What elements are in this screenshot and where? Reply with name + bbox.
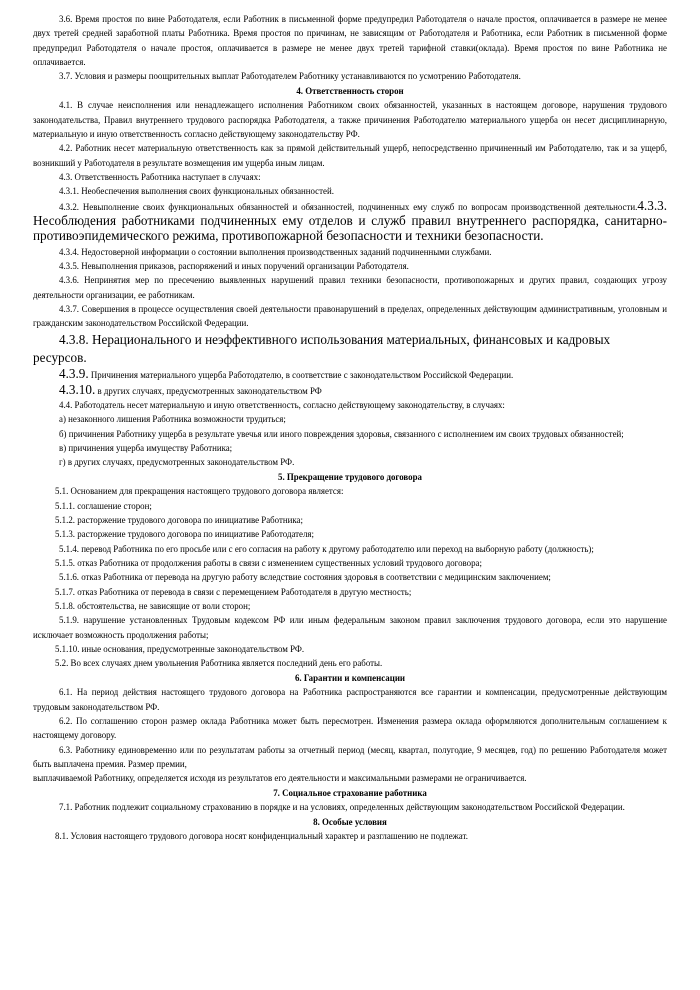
clause-5-1-10: 5.1.10. иные основания, предусмотренные законодательством РФ. [55,644,305,654]
clause-4-3-2-text: 4.3.2. Невыполнение своих функциональных обязанностей и обязанностей, подчиненных ему служб по вопросам производственной деятельности. [59,201,638,212]
section-heading-6: 6. Гарантии и компенсации [294,672,406,683]
clause-4-3-2-and-4-3-3 [33,199,667,245]
clause-4-4-item-a: а) незаконного лишения Работника возможности трудиться; [59,414,286,425]
clause-4-3-4: 4.3.4. Недостоверной информации о состоянии выполнения производственных заданий подчиненными службами. [59,246,492,257]
clause-3-7: 3.7. Условия и размеры поощрительных выплат Работодателем Работнику устанавливаются по усмотрению Работодателя. [59,71,521,82]
clause-4-4-item-v: в) причинения ущерба имуществу Работника; [59,442,233,453]
clause-5-1-8: 5.1.8. обстоятельства, не зависящие от воли сторон; [55,600,251,611]
clause-4-3-10-text: в других случаях, предусмотренных законодательством РФ [95,385,322,396]
clause-5-1-6: 5.1.6. отказ Работника от перевода на другую работу вследствие состояния здоровья в соответствии с медицинским заключением; [59,572,551,583]
clause-4-4-item-g: г) в других случаях, предусмотренных законодательством РФ. [59,457,295,468]
clause-4-1: 4.1. В случае неисполнения или ненадлежащего исполнения Работником своих обязанностей, указанных в настоящем договоре, нарушения трудового законодательства, Правил внутреннего трудового распорядка Работодателя, а также причинения Работодателю материального ущерба он несет дисциплинарную, материальную и иную ответственность согласно действующему законодательству РФ. [33,100,667,139]
clause-4-3-9 [33,367,667,382]
clause-4-4: 4.4. Работодатель несет материальную и иную ответственность, согласно действующему законодательству, в случаях: [59,399,505,410]
clause-4-3-1: 4.3.1. Необеспечения выполнения своих функциональных обязанностей. [59,186,334,197]
clause-6-3-second-part: выплачиваемой Работнику, определяется исходя из результатов его деятельности и максимальными размерами не ограничивается. [33,773,527,784]
clause-4-3-10 [33,383,667,398]
clause-4-3-10-number: 4.3.10. [59,381,96,397]
clause-8-1: 8.1. Условия настоящего трудового договора носят конфиденциальный характер и разглашению не подлежат. [55,831,468,842]
clause-6-3-first-part: 6.3. Работнику единовременно или по результатам работы за отчетный период (месяц, квартал, полугодие, 9 месяцев, год) по решению Работодателя может быть выплачена премия. Размер премии, [33,744,667,769]
section-heading-7: 7. Социальное страхование работника [273,787,427,798]
clause-4-3-7: 4.3.7. Совершения в процессе осуществления своей деятельности правонарушений в пределах, определенных действующим административным, уголовным и гражданским законодательством Российской Федерации. [33,304,667,329]
clause-5-1-7: 5.1.7. отказ Работника от перевода в связи с перемещением Работодателя в другую местность; [55,586,412,597]
clause-5-1: 5.1. Основанием для прекращения настоящего трудового договора является: [55,486,344,497]
clause-7-1: 7.1. Работник подлежит социальному страхованию в порядке и на условиях, определенных действующим законодательством Российской Федерации. [59,802,625,813]
clause-5-1-1: 5.1.1. соглашение сторон; [55,500,152,511]
clause-4-3-3-text: 4.3.3. Несоблюдения работниками подчиненных ему отделов и служб правил внутреннего распорядка, санитарно-противоэпидемического режима, противопожарной безопасности и техники безопасности. [33,197,667,244]
clause-5-1-3: 5.1.3. расторжение трудового договора по инициативе Работодателя; [55,529,314,540]
clause-4-3-9-number: 4.3.9. [59,366,89,382]
clause-4-3-5: 4.3.5. Невыполнения приказов, распоряжений и иных поручений организации Работодателя. [59,261,409,272]
section-heading-4: 4. Ответственность сторон [296,85,404,96]
clause-5-1-4: 5.1.4. перевод Работника по его просьбе или с его согласия на работу к другому работодателю или переход на выборную работу (должность); [59,543,594,554]
clause-5-1-2: 5.1.2. расторжение трудового договора по инициативе Работника; [55,514,303,525]
section-heading-5: 5. Прекращение трудового договора [278,471,422,482]
clause-4-3-9-text: Причинения материального ущерба Работодателю, в соответствие с законодательством Российской Федерации. [88,370,514,381]
clause-4-4-item-b: б) причинения Работнику ущерба в результате увечья или иного повреждения здоровья, связанного с исполнением им своих трудовых обязанностей; [59,428,624,439]
clause-4-3-8: 4.3.8. Нерационального и неэффективного использования материальных, финансовых и кадровых ресурсов. [33,331,611,366]
clause-5-1-9: 5.1.9. нарушение установленных Трудовым кодексом РФ или иным федеральным законом правил заключения трудового договора, если это нарушение исключает возможность продолжения работы; [33,615,667,640]
clause-6-1: 6.1. На период действия настоящего трудового договора на Работника распространяются все гарантии и компенсации, предусмотренные действующим трудовым законодательством РФ. [33,687,667,712]
clause-5-2: 5.2. Во всех случаях днем увольнения Работника является последний день его работы. [55,658,383,669]
clause-6-2: 6.2. По соглашению сторон размер оклада Работника может быть пересмотрен. Изменения размера оклада оформляются дополнительным соглашением к настоящему договору. [33,715,667,741]
clause-3-6: 3.6. Время простоя по вине Работодателя, если Работник в письменной форме предупредил Работодателя о начале простоя, оплачивается в размере не менее двух третей средней заработной платы Работника. Время простоя по причинам, не зависящим от Работодателя и Работника, если Работник в письменной форме предупредил Работодателя о начале простоя, оплачивается в размере не менее двух третей тарифной ставки(оклада). Время простоя по вине Работника не оплачивается. [33,14,667,68]
clause-4-3-6: 4.3.6. Непринятия мер по пресечению выявленных нарушений правил техники безопасности, противопожарных и других правил, создающих угрозу деятельности организации, ее работникам. [33,275,667,300]
clause-4-3: 4.3. Ответственность Работника наступает в случаях: [59,172,261,183]
section-heading-8: 8. Особые условия [313,816,387,827]
clause-5-1-5: 5.1.5. отказ Работника от продолжения работы в связи с изменением существенных условий трудового договора; [55,557,482,568]
clause-4-2: 4.2. Работник несет материальную ответственность как за прямой действительный ущерб, непосредственно причиненный им Работодателю, так и за ущерб, возникший у Работодателя в результате возмещения им ущерба иным лицам. [33,143,667,168]
